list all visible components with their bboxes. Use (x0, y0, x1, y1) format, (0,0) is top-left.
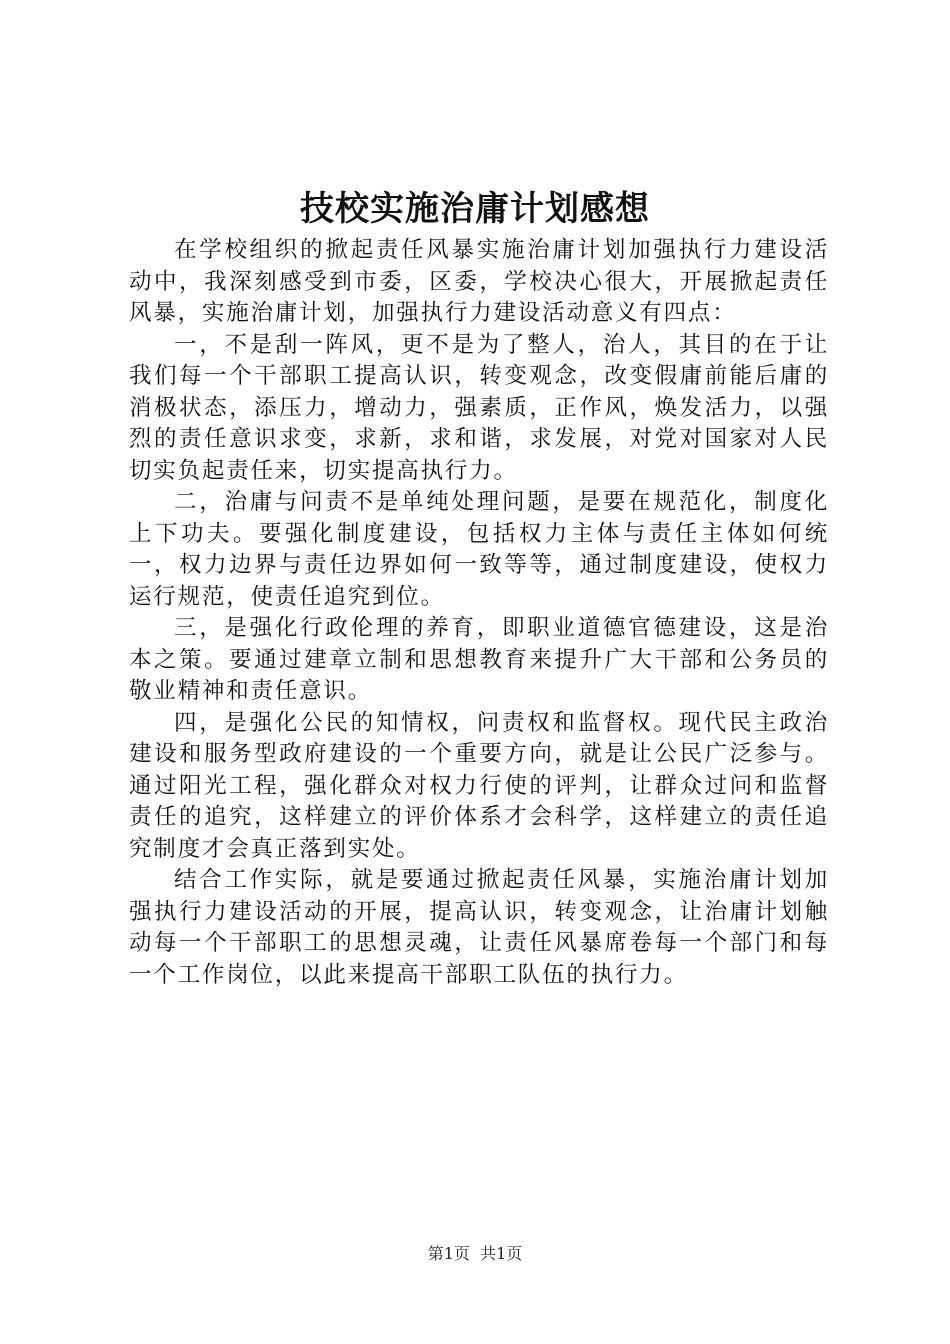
page-number-total: 共1页 (480, 1244, 523, 1263)
paragraph-intro: 在学校组织的掀起责任风暴实施治庸计划加强执行力建设活动中，我深刻感受到市委，区委，学校决心很大，开展掀起责任风暴，实施治庸计划，加强执行力建设活动意义有四点： (129, 237, 829, 326)
document-body (129, 235, 829, 991)
paragraph-point-3: 三，是强化行政伦理的养育，即职业道德官德建设，这是治本之策。要通过建章立制和思想教育来提升广大干部和公务员的敬业精神和责任意识。 (129, 615, 829, 704)
document-title: 技校实施治庸计划感想 (300, 189, 650, 229)
paragraph-point-1: 一，不是刮一阵风，更不是为了整人，治人，其目的在于让我们每一个干部职工提高认识，转变观念，改变假庸前能后庸的消极状态，添压力，增动力，强素质，正作风，焕发活力，以强烈的责任意识求变，求新，求和谐，求发展，对党对国家对人民切实负起责任来，切实提高执行力。 (129, 331, 829, 484)
paragraph-conclusion: 结合工作实际，就是要通过掀起责任风暴，实施治庸计划加强执行力建设活动的开展，提高认识，转变观念，让治庸计划触动每一个干部职工的思想灵魂，让责任风暴席卷每一个部门和每一个工作岗位，以此来提高干部职工队伍的执行力。 (129, 867, 829, 988)
page-footer (0, 1244, 950, 1264)
paragraph-point-2: 二，治庸与问责不是单纯处理问题，是要在规范化，制度化上下功夫。要强化制度建设，包括权力主体与责任主体如何统一，权力边界与责任边界如何一致等等，通过制度建设，使权力运行规范，使责任追究到位。 (129, 489, 829, 610)
paragraph-point-4: 四，是强化公民的知情权，问责权和监督权。现代民主政治建设和服务型政府建设的一个重要方向，就是让公民广泛参与。通过阳光工程，强化群众对权力行使的评判，让群众过问和监督责任的追究，这样建立的评价体系才会科学，这样建立的责任追究制度才会真正落到实处。 (129, 709, 829, 862)
page-number-current: 第1页 (427, 1244, 470, 1263)
page-footer-gap (470, 1244, 480, 1263)
